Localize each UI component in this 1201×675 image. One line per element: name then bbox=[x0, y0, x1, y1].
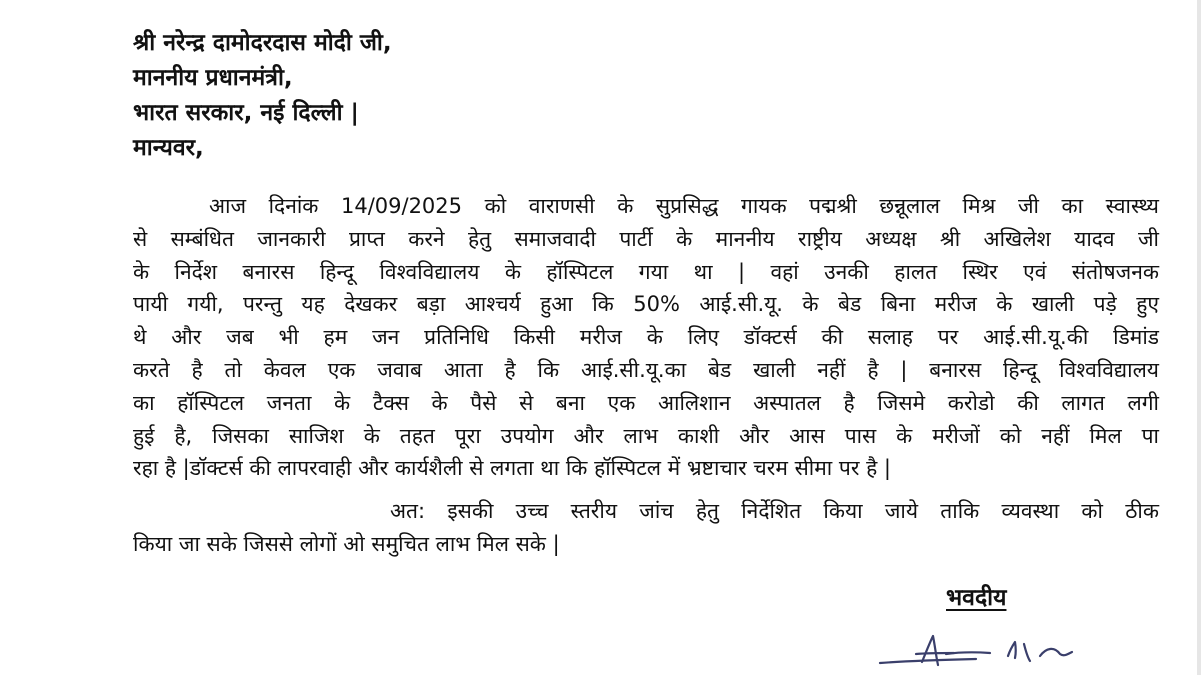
body-line: आज दिनांक 14/09/2025 को वाराणसी के सुप्रसिद्ध गायक पद्मश्री छन्नूलाल मिश्र जी का स्वास्थ्य bbox=[209, 194, 1159, 218]
closing-yours-faithfully: भवदीय bbox=[946, 585, 1007, 611]
recipient-designation: माननीय प्रधानमंत्री, bbox=[133, 65, 293, 91]
body-line: पायी गयी, परन्तु यह देखकर बड़ा आश्चर्य हुआ कि 50% आई.सी.यू. के बेड बिना मरीज के खाली पड़े हुए bbox=[133, 292, 1159, 317]
body-paragraph-1 bbox=[133, 190, 1159, 485]
body-line: करते है तो केवल एक जवाब आता है कि आई.सी.यू.का बेड खाली नहीं है | बनारस हिन्दू विश्वविद्यालय bbox=[133, 357, 1159, 382]
body-line: किया जा सके जिससे लोगों ओ समुचित लाभ मिल सके | bbox=[133, 531, 560, 556]
recipient-address bbox=[133, 26, 392, 166]
salutation: मान्यवर, bbox=[133, 135, 204, 161]
body-line: रहा है |डॉक्टर्स की लापरवाही और कार्यशैली से लगता था कि हॉस्पिटल में भ्रष्टाचार चरम सीमा पर है | bbox=[133, 456, 891, 481]
recipient-office: भारत सरकार, नई दिल्ली | bbox=[133, 100, 359, 126]
body-line: से सम्बंधित जानकारी प्राप्त करने हेतु समाजवादी पार्टी के माननीय राष्ट्रीय अध्यक्ष श्री अखिलेश यादव जी bbox=[133, 226, 1159, 251]
body-line: थे और जब भी हम जन प्रतिनिधि किसी मरीज के लिए डॉक्टर्स की सलाह पर आई.सी.यू.की डिमांड bbox=[133, 325, 1159, 350]
page-edge bbox=[1197, 0, 1201, 675]
body-line: हुई है, जिसका साजिश के तहत पूरा उपयोग और लाभ काशी और आस पास के मरीजों को नहीं मिल पा bbox=[133, 423, 1159, 448]
body-paragraph-2 bbox=[133, 495, 1159, 561]
handwritten-signature bbox=[876, 632, 1090, 672]
body-line: का हॉस्पिटल जनता के टैक्स के पैसे से बना एक आलिशान अस्पातल है जिसमे करोडो की लागत लगी bbox=[133, 390, 1159, 415]
body-line: अत: इसकी उच्च स्तरीय जांच हेतु निर्देशित किया जाये ताकि व्यवस्था को ठीक bbox=[390, 499, 1159, 523]
body-line: के निर्देश बनारस हिन्दू विश्वविद्यालय के हॉस्पिटल गया था | वहां उनकी हालत स्थिर एवं संतोषजनक bbox=[133, 259, 1159, 284]
recipient-name: श्री नरेन्द्र दामोदरदास मोदी जी, bbox=[133, 30, 392, 56]
